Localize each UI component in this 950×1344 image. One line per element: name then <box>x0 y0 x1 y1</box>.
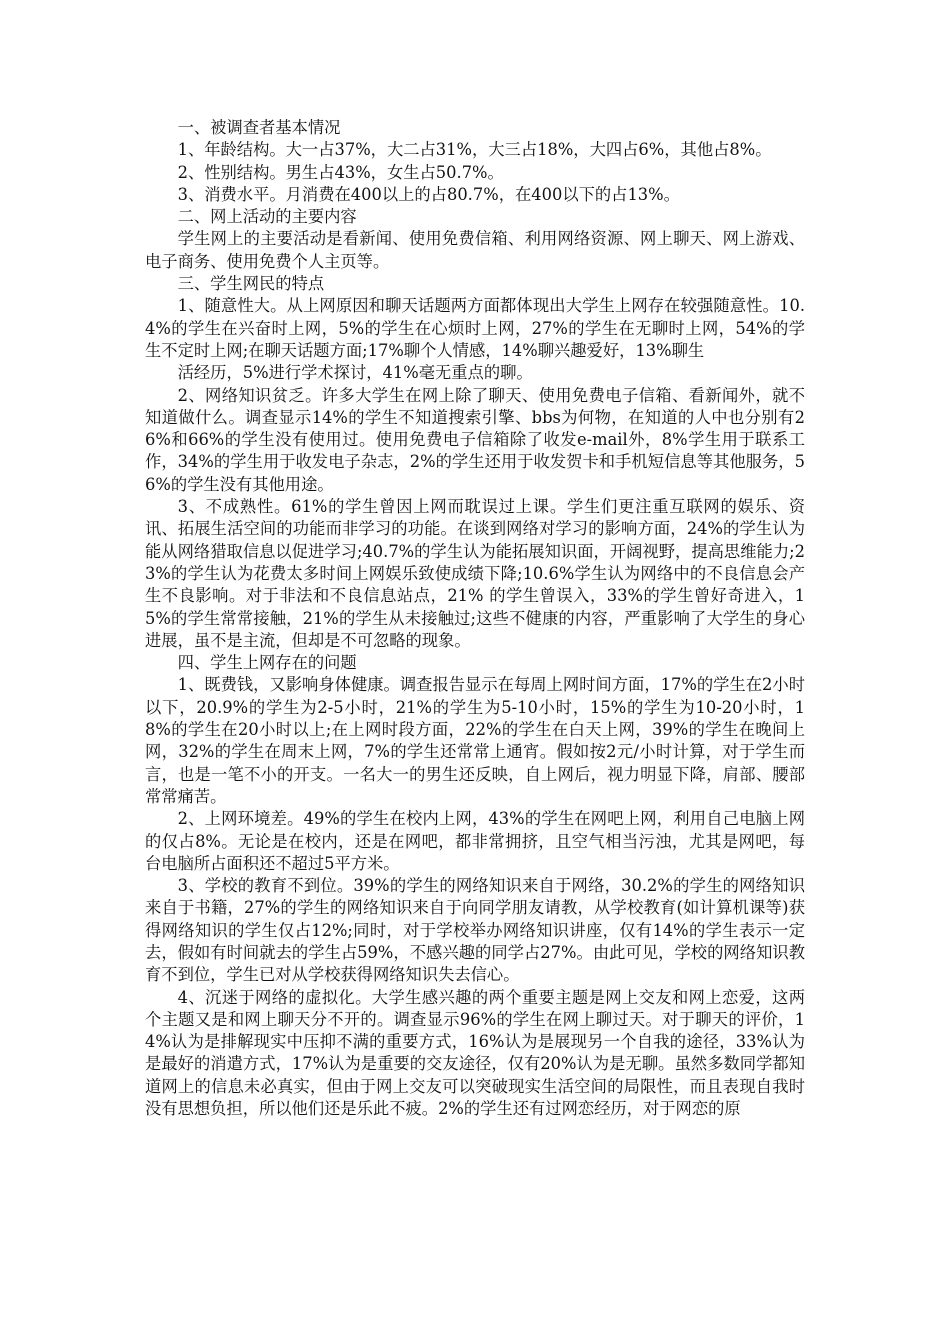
paragraph-randomness: 1、随意性大。从上网原因和聊天话题两方面都体现出大学生上网存在较强随意性。10.4%的学生在兴奋时上网，5%的学生在心烦时上网，27%的学生在无聊时上网，54%的学生不定时上网;在聊天话题方面;17%聊个人情感，14%聊兴趣爱好，13%聊生 <box>145 296 805 360</box>
paragraph-age-structure: 1、年龄结构。大一占37%，大二占31%，大三占18%，大四占6%，其他占8%。 <box>177 140 772 160</box>
paragraph-virtual-addiction: 4、沉迷于网络的虚拟化。大学生感兴趣的两个重要主题是网上交友和网上恋爱，这两个主题又是和网上聊天分不开的。调查显示96%的学生在网上聊过天。对于聊天的评价，14%认为是排解现实中压抑不满的重要方式，16%认为是展现另一个自我的途径，33%认为是最好的消遣方式，17%认为是重要的交友途径，仅有20%认为是无聊。虽然多数同学都知道网上的信息未必真实，但由于网上交友可以突破现实生活空间的局限性，而且表现自我时没有思想负担，所以他们还是乐此不疲。2%的学生还有过网恋经历，对于网恋的原 <box>145 987 805 1119</box>
paragraph-immaturity: 3、不成熟性。61%的学生曾因上网而耽误过上课。学生们更注重互联网的娱乐、资讯、拓展生活空间的功能而非学习的功能。在谈到网络对学习的影响方面，24%的学生认为能从网络猎取信息以促进学习;40.7%的学生认为能拓展知识面，开阔视野，提高思维能力;23%的学生认为花费太多时间上网娱乐致使成绩下降;10.6%学生认为网络中的不良信息会产生不良影响。对于非法和不良信息站点，21% 的学生曾误入，33%的学生曾好奇进入，15%的学生常常接触，21%的学生从未接触过;这些不健康的内容，严重影响了大学生的身心进展，虽不是主流，但却是不可忽略的现象。 <box>145 497 805 650</box>
section-heading-online-activities: 二、网上活动的主要内容 <box>177 207 357 227</box>
paragraph-knowledge-lacking: 2、网络知识贫乏。许多大学生在网上除了聊天、使用免费电子信箱、看新闻外，就不知道做什么。调查显示14%的学生不知道搜索引擎、bbs为何物，在知道的人中也分别有26%和66%的学生没有使用过。使用免费电子信箱除了收发e-mail外，8%学生用于联系工作，34%的学生用于收发电子杂志，2%的学生还用于收发贺卡和手机短信息等其他服务，56%的学生没有其他用途。 <box>145 385 805 494</box>
paragraph-randomness-continued: 活经历，5%进行学术探讨，41%毫无重点的聊。 <box>177 363 533 383</box>
section-heading-problems: 四、学生上网存在的问题 <box>177 653 357 673</box>
paragraph-gender-structure: 2、性别结构。男生占43%，女生占50.7%。 <box>177 162 504 182</box>
document-body <box>145 117 805 1120</box>
paragraph-main-activities: 学生网上的主要活动是看新闻、使用免费信箱、利用网络资源、网上聊天、网上游戏、电子商务、使用免费个人主页等。 <box>145 229 805 271</box>
paragraph-spending-level: 3、消费水平。月消费在400以上的占80.7%，在400以下的占13%。 <box>177 184 680 204</box>
section-heading-basic-info: 一、被调查者基本情况 <box>177 118 341 137</box>
paragraph-school-education: 3、学校的教育不到位。39%的学生的网络知识来自于网络，30.2%的学生的网络知识来自于书籍，27%的学生的网络知识来自于向同学朋友请教，从学校教育(如计算机课等)获得网络知识的学生仅占12%;同时，对于学校举办网络知识讲座，仅有14%的学生表示一定去，假如有时间就去的学生占59%，不感兴趣的同学占27%。由此可见，学校的网络知识教育不到位，学生已对从学校获得网络知识失去信心。 <box>145 876 805 985</box>
paragraph-cost-and-health: 1、既费钱，又影响身体健康。调查报告显示在每周上网时间方面，17%的学生在2小时以下，20.9%的学生为2-5小时，21%的学生为5-10小时，15%的学生为10-20小时，18%的学生在20小时以上;在上网时段方面，22%的学生在白天上网，39%的学生在晚间上网，32%的学生在周末上网，7%的学生还常常上通宵。假如按2元/小时计算，对于学生而言，也是一笔不小的开支。一名大一的男生还反映，自上网后，视力明显下降，肩部、腰部常常痛苦。 <box>145 675 805 806</box>
section-heading-characteristics: 三、学生网民的特点 <box>177 274 325 294</box>
paragraph-environment: 2、上网环境差。49%的学生在校内上网，43%的学生在网吧上网，利用自己电脑上网的仅占8%。无论是在校内，还是在网吧，都非常拥挤，且空气相当污浊，尤其是网吧，每台电脑所占面积还不超过5平方米。 <box>145 809 805 873</box>
